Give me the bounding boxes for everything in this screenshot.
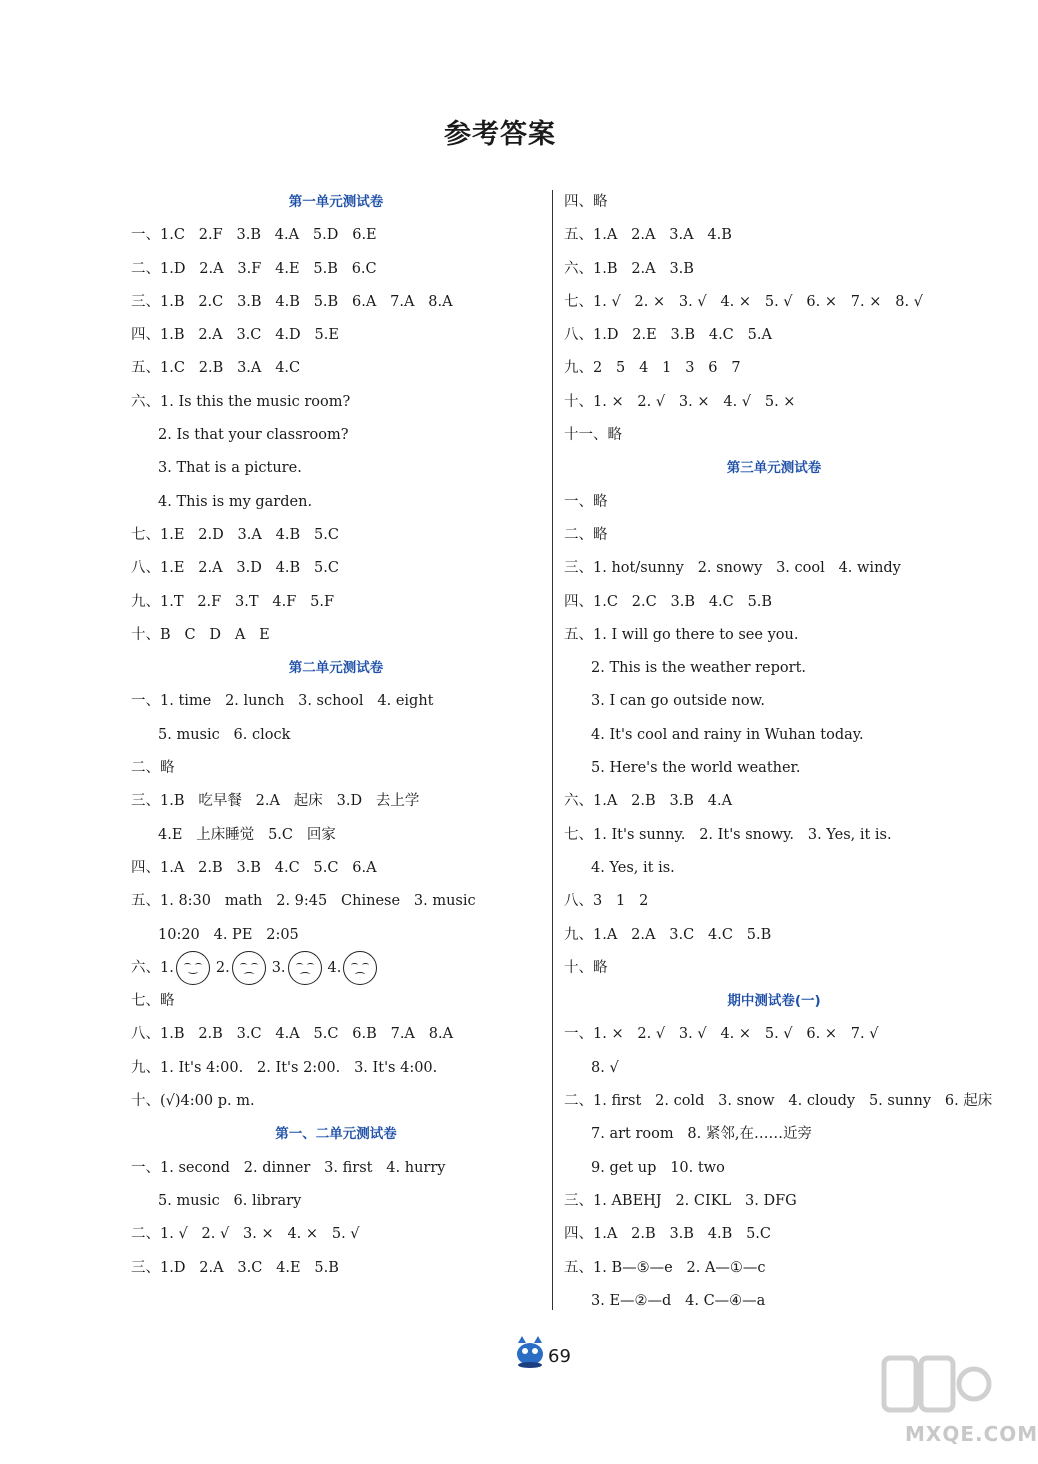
answer-line: 七、1.E 2.D 3.A 4.B 5.C bbox=[131, 526, 339, 543]
watermark-text: MXQE.COM bbox=[905, 1422, 1038, 1446]
answer-line: 5. Here's the world weather. bbox=[591, 760, 801, 777]
answer-line: 六、1.A 2.B 3.B 4.A bbox=[564, 793, 733, 810]
answer-line: 十、1. × 2. √ 3. × 4. √ 5. × bbox=[564, 393, 796, 410]
sad-face-icon bbox=[232, 951, 266, 985]
answer-line: 七、略 bbox=[131, 993, 175, 1010]
face-prefix: 六、1. bbox=[131, 959, 174, 976]
answer-line: 九、1.T 2.F 3.T 4.F 5.F bbox=[131, 593, 335, 610]
answer-line: 一、1. second 2. dinner 3. first 4. hurry bbox=[131, 1159, 446, 1176]
section-heading: 第一单元测试卷 bbox=[288, 194, 384, 210]
face-label: 3. bbox=[271, 959, 286, 976]
answer-line: 十、B C D A E bbox=[131, 626, 270, 643]
answer-line: 三、1.D 2.A 3.C 4.E 5.B bbox=[131, 1259, 339, 1276]
answer-line: 六、1. Is this the music room? bbox=[131, 393, 351, 410]
answer-line: 4. Yes, it is. bbox=[591, 859, 675, 876]
answer-line: 四、1.B 2.A 3.C 4.D 5.E bbox=[131, 327, 339, 344]
answer-line: 2. Is that your classroom? bbox=[158, 427, 349, 444]
answer-line: 八、3 1 2 bbox=[564, 893, 649, 910]
answer-line: 四、1.C 2.C 3.B 4.C 5.B bbox=[564, 593, 773, 610]
answer-line: 5. music 6. library bbox=[158, 1192, 302, 1209]
answer-line: 9. get up 10. two bbox=[591, 1159, 725, 1176]
section-heading: 第二单元测试卷 bbox=[288, 660, 384, 677]
answer-line: 七、1. It's sunny. 2. It's snowy. 3. Yes, it is. bbox=[564, 826, 892, 843]
sad-face-icon bbox=[288, 951, 322, 985]
answer-line: 三、1. hot/sunny 2. snowy 3. cool 4. windy bbox=[564, 560, 901, 577]
answer-line: 4.E 上床睡觉 5.C 回家 bbox=[158, 826, 336, 843]
smiling-face-icon bbox=[176, 951, 210, 985]
answer-line: 三、1. ABEHJ 2. CIKL 3. DFG bbox=[564, 1192, 797, 1209]
answer-line: 八、1.E 2.A 3.D 4.B 5.C bbox=[131, 560, 339, 577]
section-heading: 第一、二单元测试卷 bbox=[275, 1126, 397, 1143]
answer-line: 3. I can go outside now. bbox=[591, 693, 765, 710]
section-heading: 期中测试卷(一) bbox=[727, 993, 821, 1010]
answer-line: 三、1.B 2.C 3.B 4.B 5.B 6.A 7.A 8.A bbox=[131, 293, 453, 310]
mascot-icon bbox=[510, 1334, 550, 1368]
answer-line: 九、2 5 4 1 3 6 7 bbox=[564, 360, 741, 377]
answer-line: 一、1. time 2. lunch 3. school 4. eight bbox=[131, 693, 434, 710]
answer-line: 十、(√)4:00 p. m. bbox=[131, 1093, 255, 1110]
answer-line: 二、1. first 2. cold 3. snow 4. cloudy 5. sunny 6. 起床 bbox=[564, 1093, 993, 1110]
left-column bbox=[131, 186, 541, 1285]
answer-line: 一、1. × 2. √ 3. √ 4. × 5. √ 6. × 7. √ bbox=[564, 1026, 879, 1043]
watermark-logo-icon bbox=[882, 1352, 992, 1418]
answer-line: 五、1. I will go there to see you. bbox=[564, 626, 799, 643]
answer-line: 七、1. √ 2. × 3. √ 4. × 5. √ 6. × 7. × 8. √ bbox=[564, 293, 923, 310]
answer-line: 四、1.A 2.B 3.B 4.C 5.C 6.A bbox=[131, 859, 377, 876]
answer-line: 10:20 4. PE 2:05 bbox=[158, 926, 299, 943]
answer-line: 十、略 bbox=[564, 959, 608, 976]
page-number: 69 bbox=[548, 1346, 571, 1367]
answer-line: 4. It's cool and rainy in Wuhan today. bbox=[591, 726, 864, 743]
answer-line: 二、1.D 2.A 3.F 4.E 5.B 6.C bbox=[131, 260, 377, 277]
answer-line: 十一、略 bbox=[564, 427, 622, 444]
answer-line: 五、1. B—⑤—e 2. A—①—c bbox=[564, 1259, 766, 1276]
answer-line: 四、1.A 2.B 3.B 4.B 5.C bbox=[564, 1226, 772, 1243]
answer-line: 二、略 bbox=[564, 526, 608, 543]
answer-line: 三、1.B 吃早餐 2.A 起床 3.D 去上学 bbox=[131, 793, 420, 810]
answer-line: 3. E—②—d 4. C—④—a bbox=[591, 1292, 766, 1309]
face-label: 2. bbox=[215, 959, 230, 976]
answer-line: 一、1.C 2.F 3.B 4.A 5.D 6.E bbox=[131, 227, 377, 244]
answer-line: 5. music 6. clock bbox=[158, 726, 291, 743]
face-label: 4. bbox=[327, 959, 342, 976]
answer-line: 八、1.B 2.B 3.C 4.A 5.C 6.B 7.A 8.A bbox=[131, 1026, 454, 1043]
column-divider bbox=[552, 190, 553, 1310]
answer-line: 7. art room 8. 紧邻,在……近旁 bbox=[591, 1126, 812, 1143]
answer-line: 2. This is the weather report. bbox=[591, 660, 807, 677]
answer-line: 五、1.C 2.B 3.A 4.C bbox=[131, 360, 301, 377]
answer-line: 九、1. It's 4:00. 2. It's 2:00. 3. It's 4:00. bbox=[131, 1059, 438, 1076]
answer-line: 五、1. 8:30 math 2. 9:45 Chinese 3. music bbox=[131, 893, 476, 910]
answer-line: 二、1. √ 2. √ 3. × 4. × 5. √ bbox=[131, 1226, 360, 1243]
right-column bbox=[564, 186, 993, 1318]
answer-line: 四、略 bbox=[564, 194, 608, 210]
answer-line: 八、1.D 2.E 3.B 4.C 5.A bbox=[564, 327, 772, 344]
face-choices-row bbox=[131, 952, 541, 985]
answer-line: 九、1.A 2.A 3.C 4.C 5.B bbox=[564, 926, 772, 943]
answer-line: 六、1.B 2.A 3.B bbox=[564, 260, 694, 277]
answer-line: 4. This is my garden. bbox=[158, 493, 313, 510]
answer-line: 一、略 bbox=[564, 493, 608, 510]
page-title: 参考答案 bbox=[444, 119, 556, 150]
answer-line: 8. √ bbox=[591, 1059, 619, 1076]
answer-line: 二、略 bbox=[131, 760, 175, 777]
answer-line: 五、1.A 2.A 3.A 4.B bbox=[564, 227, 732, 244]
answer-line: 3. That is a picture. bbox=[158, 460, 302, 477]
sad-face-icon bbox=[343, 951, 377, 985]
section-heading: 第三单元测试卷 bbox=[726, 460, 822, 477]
